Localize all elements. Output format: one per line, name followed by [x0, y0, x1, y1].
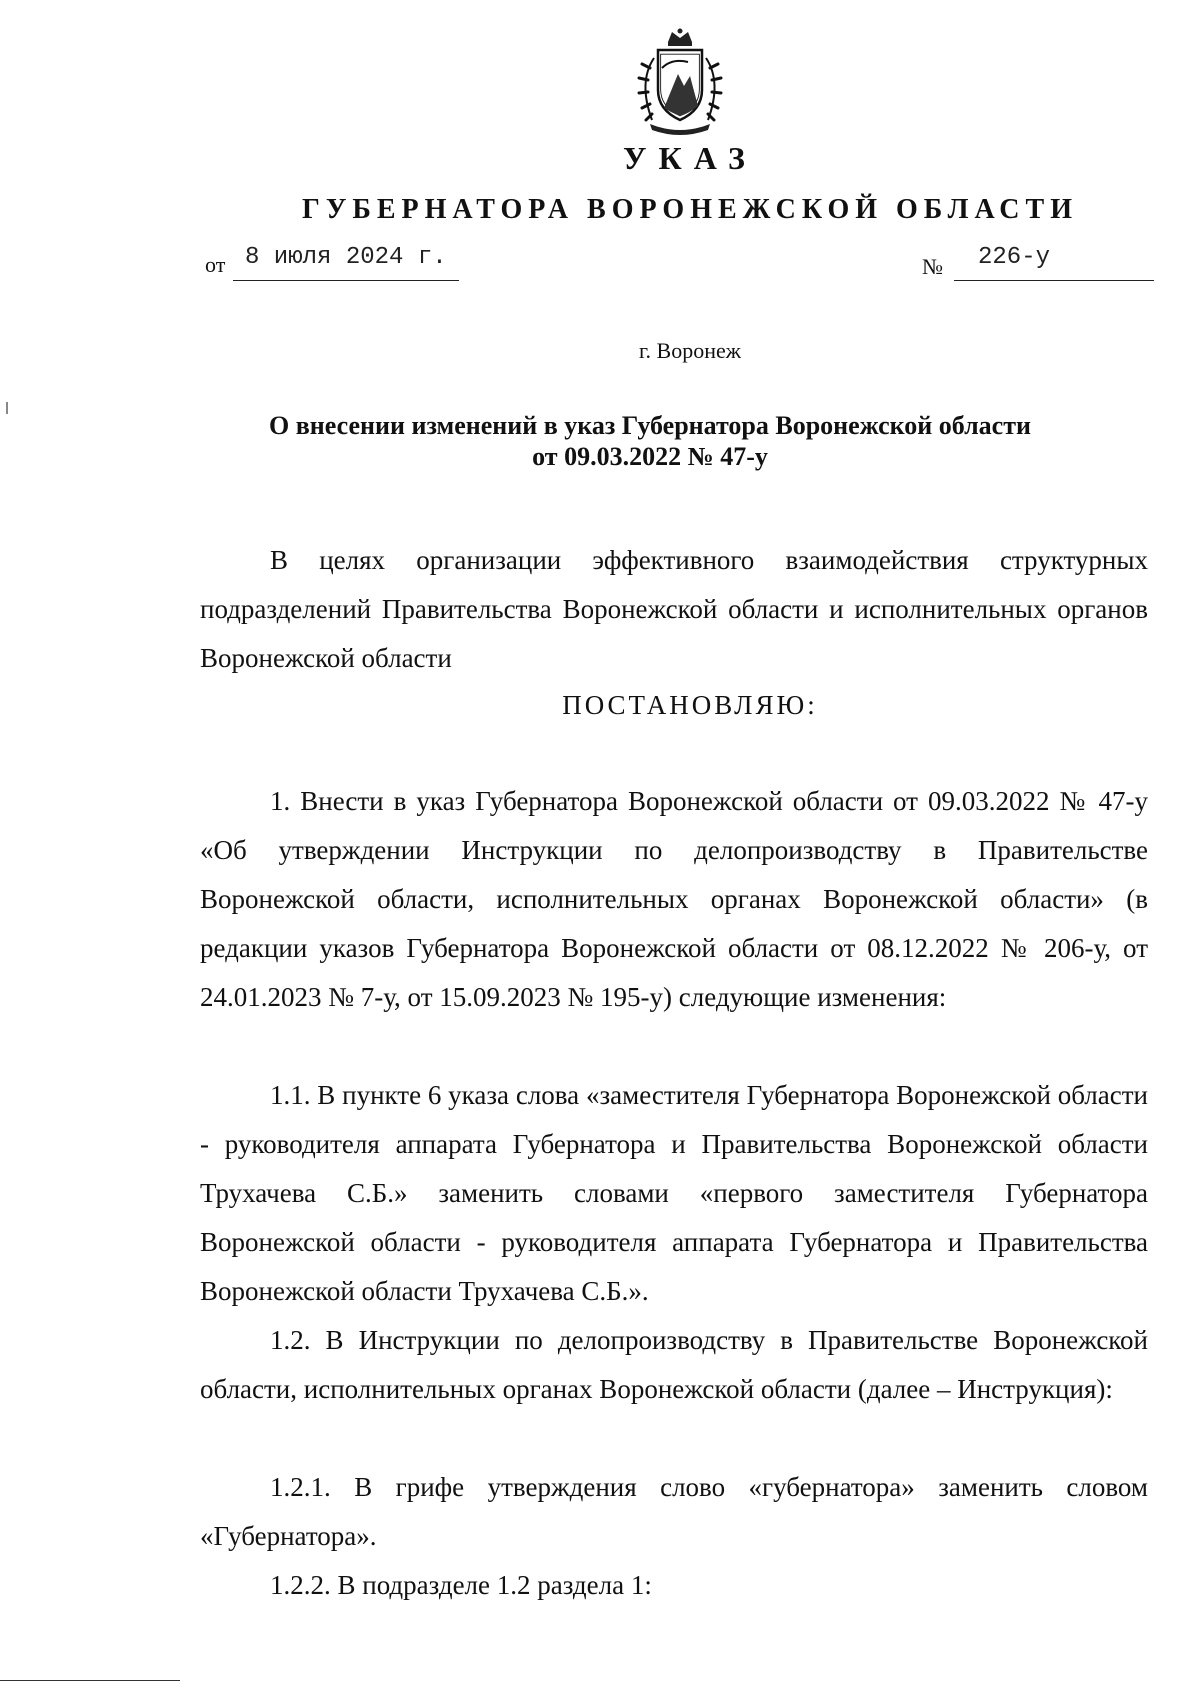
document-title: УКАЗ: [623, 140, 757, 176]
date-value: 8 июля 2024 г.: [245, 244, 447, 271]
paragraph-1: 1. Внести в указ Губернатора Воронежской области от 09.03.2022 № 47-у «Об утверждении Инструкции по делопроизводству в Правительстве Воронежской области, исполнительных органах Воронежской области» (в редакции указов Губернатора Воронежской области от 08.12.2022 № 206-у, от 24.01.2023 № 7-у, от 15.09.2023 № 195-у) следующие изменения:: [200, 786, 1148, 1012]
city-label: г. Воронеж: [639, 338, 741, 363]
document-issuer: ГУБЕРНАТОРА ВОРОНЕЖСКОЙ ОБЛАСТИ: [302, 194, 1078, 225]
date-underline: [233, 280, 459, 281]
paragraph-1-2-1: 1.2.1. В грифе утверждения слово «губернатора» заменить словом «Губернатора».: [200, 1472, 1148, 1551]
date-block: [205, 244, 465, 284]
paragraph-1-1: 1.1. В пункте 6 указа слова «заместителя Губернатора Воронежской области - руководителя аппарата Губернатора и Правительства Воронежской области Трухачева С.Б.» заменить словами «первого заместителя Губернатора Воронежской области - руководителя аппарата Губернатора и Правительства Воронежской области Трухачева С.Б.».: [200, 1080, 1148, 1306]
number-underline: [954, 280, 1154, 281]
subject-line-2: от 09.03.2022 № 47-у: [532, 442, 768, 471]
coat-of-arms-emblem: [628, 28, 732, 138]
scan-mark: [6, 402, 8, 414]
number-block: [922, 244, 1162, 284]
footer-rule: [0, 1680, 180, 1681]
paragraph-1-2-2: 1.2.2. В подразделе 1.2 раздела 1:: [270, 1570, 652, 1600]
date-prefix: от: [205, 252, 226, 277]
subject-line-1: О внесении изменений в указ Губернатора Воронежской области: [269, 411, 1031, 440]
paragraph-1-2: 1.2. В Инструкции по делопроизводству в Правительстве Воронежской области, исполнительных органах Воронежской области (далее – Инструкция):: [200, 1325, 1148, 1404]
number-value: 226-у: [978, 244, 1051, 271]
document-subject: [200, 410, 1100, 472]
number-prefix: №: [922, 254, 943, 279]
decree-word: ПОСТАНОВЛЯЮ:: [562, 690, 818, 720]
preamble-paragraph: В целях организации эффективного взаимодействия структурных подразделений Правительства Воронежской области и исполнительных органов Воронежской области: [200, 545, 1148, 673]
